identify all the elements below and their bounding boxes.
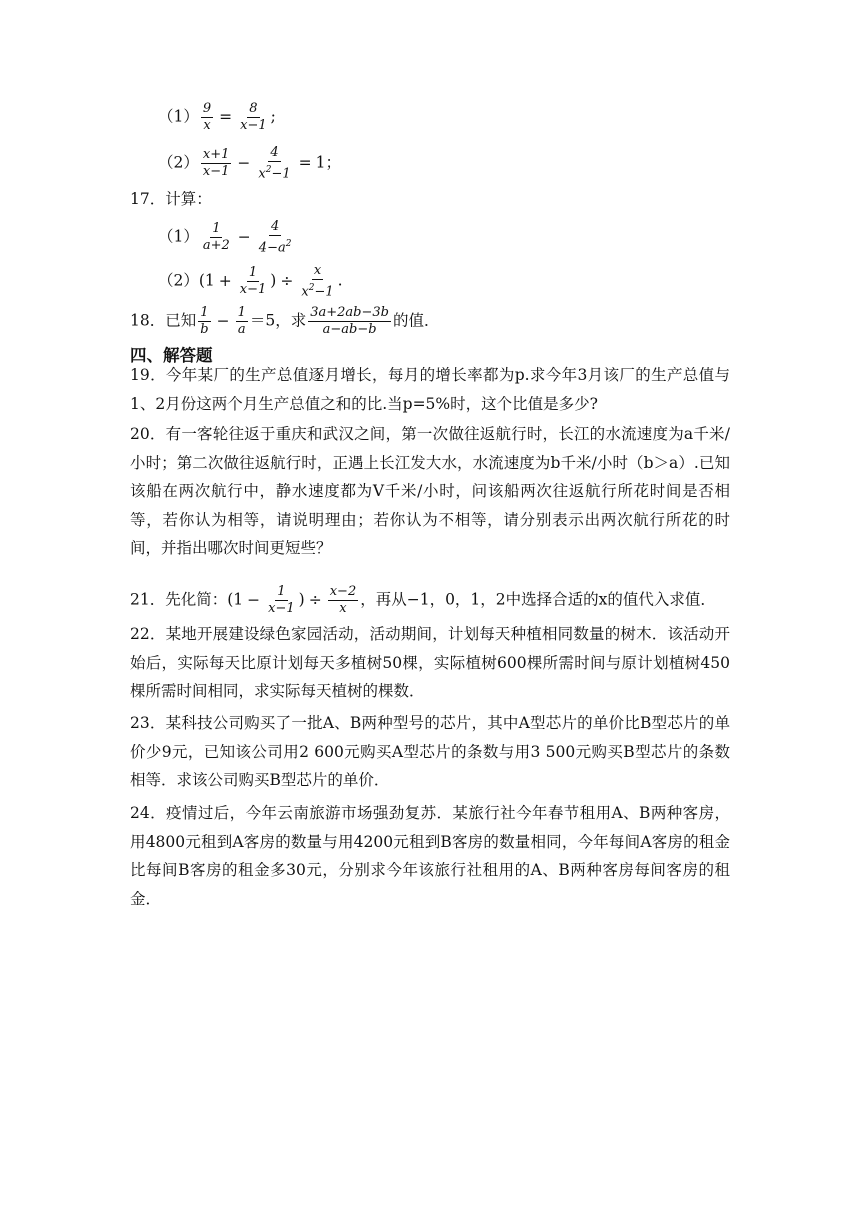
question-21-suffix: ，再从−1，0，1，2中选择合适的x的值代入求值． bbox=[360, 590, 716, 609]
fraction-1-over-a: $\frac{1}{a}$ bbox=[237, 305, 246, 337]
problem-16-1-label: （1） bbox=[158, 107, 199, 126]
fraction-1-over-a-plus-2: $\frac{1}{a+2}$ bbox=[202, 221, 230, 254]
problem-16-2: （2） $\frac{x+1}{x-1}$ − $\frac{4}{x^2-1}$ = 1； bbox=[158, 145, 341, 182]
problem-17-1: （1） $\frac{1}{a+2}$ − $\frac{4}{4-a^2}$ bbox=[158, 219, 292, 256]
problem-17-title: 17．计算： bbox=[130, 190, 212, 208]
fraction-1-over-b: $\frac{1}{b}$ bbox=[200, 305, 209, 337]
question-23: 23．某科技公司购买了一批A、B两种型号的芯片，其中A型芯片的单价比B型芯片的单价少9元，已知该公司用2 600元购买A型芯片的条数与用3 500元购买B型芯片的条数相等．求该公司购买B型芯片的单价． bbox=[130, 714, 730, 789]
question-21: 21．先化简：(1 − $\frac{1}{x-1}$ ) ÷ $\frac{x-2}{x}$ ，再从−1，0，1，2中选择合适的x的值代入求值． bbox=[130, 584, 716, 616]
question-24: 24．疫情过后，今年云南旅游市场强劲复苏．某旅行社今年春节租用A、B两种客房，用4800元租到A客房的数量与用4200元租到B客房的数量相同，今年每间A客房的租金比每间B客房的租金多30元，分别求今年该旅行社租用的A、B两种客房每间客房的租金． bbox=[130, 804, 730, 908]
problem-17-1-label: （1） bbox=[158, 227, 199, 246]
question-22: 22．某地开展建设绿色家园活动，活动期间，计划每天种植相同数量的树木．该活动开始后，实际每天比原计划每天多植树50棵，实际植树600棵所需时间与原计划植树450棵所需时间相同，求实际每天植树的棵数． bbox=[130, 625, 730, 700]
problem-17-2-label: （2） bbox=[158, 271, 199, 290]
problem-18: 18．已知 $\frac{1}{b}$ − $\frac{1}{a}$ ＝5，求 $\frac{3a+2ab-3b}{a-ab-b}$ 的值． bbox=[130, 305, 440, 337]
question-20: 20．有一客轮往返于重庆和武汉之间，第一次做往返航行时，长江的水流速度为a千米/小时；第二次做往返航行时，正遇上长江发大水，水流速度为b千米/小时（b＞a）.已知该船在两次航行中，静水速度都为V千米/小时，问该船两次往返航行所花时间是否相等，若你认为相等，请说明理由；若你认为不相等，请分别表示出两次航行所花的时间，并指出哪次时间更短些？ bbox=[130, 425, 730, 557]
fraction-x-plus-1-over-x-minus-1: $\frac{x+1}{x-1}$ bbox=[202, 147, 230, 180]
question-21-prefix: 21．先化简： bbox=[130, 590, 228, 609]
problem-18-suffix: 的值． bbox=[392, 311, 440, 330]
problem-17-2: （2）(1 + $\frac{1}{x-1}$ ) ÷ $\frac{x}{x^2-1}$ . bbox=[158, 263, 343, 300]
fraction-4-over-4-minus-a-squared: $\frac{4}{4-a^2}$ bbox=[258, 219, 292, 256]
problem-18-prefix: 18．已知 bbox=[130, 311, 197, 330]
question-19: 19．今年某厂的生产总值逐月增长，每月的增长率都为p.求今年3月该厂的生产总值与1、2月份这两个月生产总值之和的比.当p=5%时，这个比值是多少? bbox=[130, 366, 730, 413]
fraction-4-over-x-squared-minus-1: $\frac{4}{x^2-1}$ bbox=[258, 145, 291, 182]
problem-16-2-rhs: 1； bbox=[315, 153, 341, 172]
fraction-1-over-x-minus-1: $\frac{1}{x-1}$ bbox=[239, 265, 267, 298]
fraction-expression: $\frac{3a+2ab-3b}{a-ab-b}$ bbox=[310, 305, 389, 337]
fraction-x-over-x-squared-minus-1: $\frac{x}{x^2-1}$ bbox=[301, 263, 334, 300]
fraction-x-minus-2-over-x: $\frac{x-2}{x}$ bbox=[329, 584, 357, 616]
problem-18-equals: ＝5，求 bbox=[249, 311, 307, 330]
fraction-1-over-x-minus-1: $\frac{1}{x-1}$ bbox=[268, 584, 295, 616]
problem-16-2-label: （2） bbox=[158, 153, 199, 172]
problem-16-1: （1） $\frac{9}{x}$ = $\frac{8}{x-1}$ ; bbox=[158, 101, 276, 133]
section-title: 四、解答题 bbox=[130, 346, 213, 365]
fraction-9-over-x: $\frac{9}{x}$ bbox=[202, 101, 212, 133]
fraction-8-over-x-minus-1: $\frac{8}{x-1}$ bbox=[240, 101, 267, 133]
